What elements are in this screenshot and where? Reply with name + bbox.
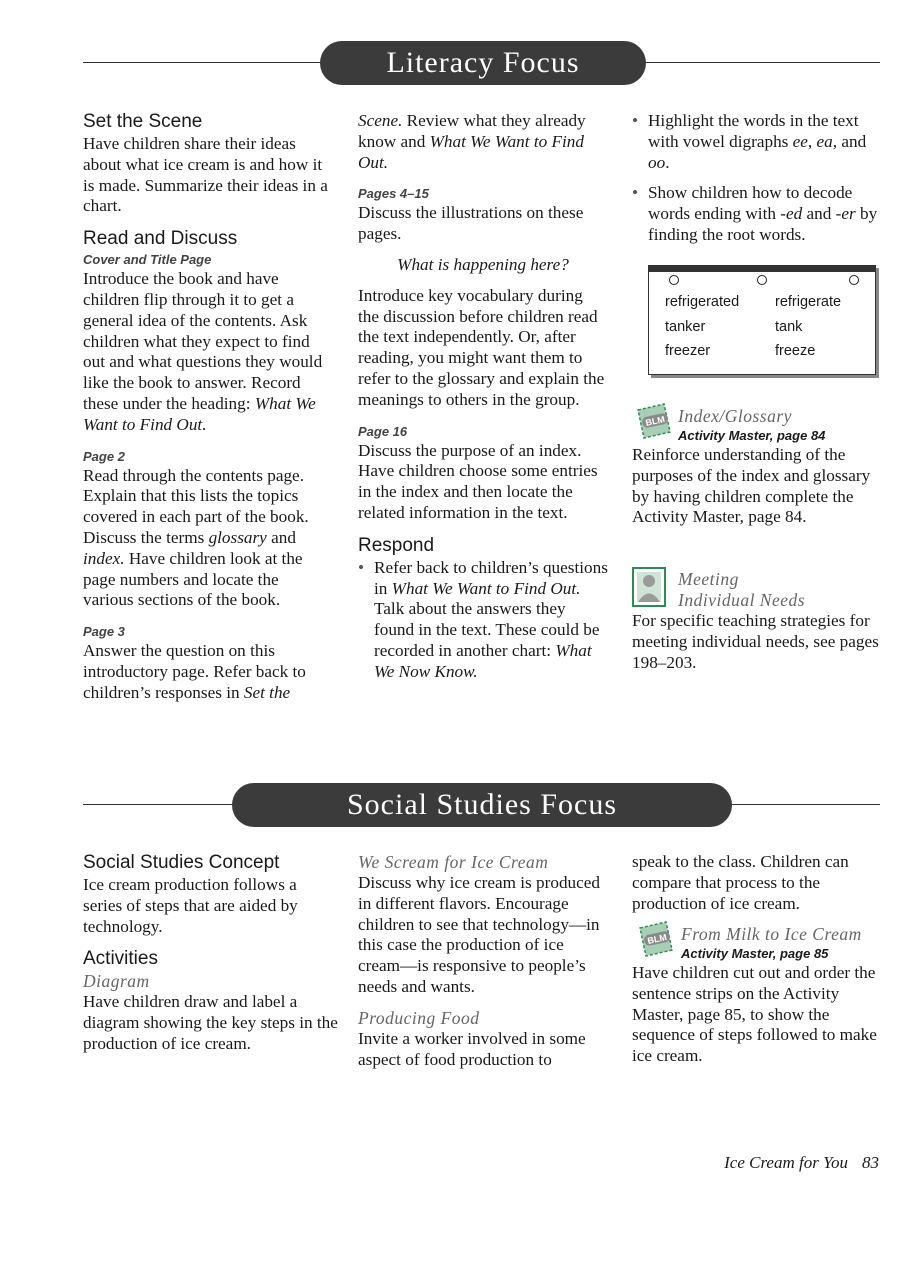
page-16-label: Page 16 bbox=[358, 423, 408, 439]
cover-title-label: Cover and Title Page bbox=[83, 252, 212, 268]
digraph-and: , and bbox=[832, 131, 867, 151]
social-rule-left bbox=[83, 804, 235, 805]
vocab-row bbox=[665, 290, 885, 315]
digraph-end: . bbox=[665, 152, 670, 172]
milk-activity-master: Activity Master, page 85 bbox=[681, 946, 829, 961]
literacy-rule-right bbox=[644, 62, 880, 63]
vocabulary-word-card bbox=[648, 265, 876, 375]
meeting-needs-text: For specific teaching strategies for meeting individual needs, see pages 198–203. bbox=[632, 611, 879, 672]
pages-4-15-text: Discuss the illustrations on these pages. bbox=[358, 203, 584, 244]
social-column-2 bbox=[358, 852, 608, 1070]
index-glossary-title: Index/Glossary bbox=[678, 406, 792, 426]
phonics-list bbox=[632, 111, 882, 246]
meeting-needs-block bbox=[632, 569, 882, 673]
phonics-item-endings bbox=[632, 183, 882, 245]
vocab-word: tanker bbox=[665, 318, 706, 335]
social-concept-text: Ice cream production follows a series of steps that are aided by technology. bbox=[83, 875, 298, 936]
social-studies-focus-banner: Social Studies Focus bbox=[232, 783, 732, 827]
cover-text-italic: What We Want to Find Out. bbox=[83, 393, 316, 434]
social-rule-right bbox=[728, 804, 880, 805]
literacy-column-1 bbox=[83, 110, 333, 704]
want-to-find-out-italic: What We Want to Find Out. bbox=[358, 131, 584, 172]
digraph-ee: ee bbox=[792, 131, 808, 151]
ending-ed: -ed bbox=[780, 204, 803, 224]
respond-text-a: Refer back to children’s questions in bbox=[374, 557, 608, 598]
producing-food-text: Invite a worker involved in some aspect of food production to bbox=[358, 1028, 586, 1069]
vocab-root: tank bbox=[775, 318, 803, 335]
endings-and: and bbox=[802, 204, 836, 224]
index-term: index. bbox=[83, 548, 125, 568]
page-footer bbox=[724, 1153, 879, 1173]
digraph-text: Highlight the words in the text with vowel digraphs bbox=[648, 111, 859, 151]
digraph-comma: , bbox=[807, 131, 817, 151]
page-3-label: Page 3 bbox=[83, 624, 125, 640]
index-activity-master: Activity Master, page 84 bbox=[678, 428, 826, 443]
index-glossary-text: Reinforce understanding of the purposes of the index and glossary by having children complete the Activity Master, page 84. bbox=[632, 445, 871, 527]
page-number: 83 bbox=[862, 1153, 879, 1172]
read-discuss-heading: Read and Discuss bbox=[83, 228, 238, 250]
phonics-item-digraphs bbox=[632, 111, 882, 173]
vocabulary-text: Introduce key vocabulary during the discussion before children read the text independently. Or, after reading, you might want them to refer to the glossary and explain the meanings to others in the group. bbox=[358, 285, 605, 409]
vocab-row bbox=[665, 315, 885, 340]
page-16-text: Discuss the purpose of an index. Have children choose some entries in the index and then locate the related information in the text. bbox=[358, 440, 598, 522]
digraph-oo: oo bbox=[648, 152, 666, 172]
respond-item bbox=[358, 558, 608, 683]
producing-food-label: Producing Food bbox=[358, 1007, 480, 1028]
meeting-title-1: Meeting bbox=[678, 569, 739, 589]
respond-text-b: Talk about the answers they found in the text. These could be recorded in another chart: bbox=[374, 599, 600, 660]
activities-heading: Activities bbox=[83, 948, 158, 970]
ring-hole-icon bbox=[849, 275, 859, 285]
endings-text: Show children how to decode words ending with bbox=[648, 183, 853, 224]
respond-list bbox=[358, 558, 608, 683]
set-scene-text: Have children share their ideas about what ice cream is and how it is made. Summarize their ideas in a chart. bbox=[83, 134, 328, 216]
vocab-word: refrigerated bbox=[665, 294, 740, 310]
vocabulary-grid bbox=[665, 290, 885, 364]
social-column-3 bbox=[632, 852, 884, 914]
respond-italic-b: What We Now Know. bbox=[374, 640, 592, 681]
page-2-text-a: Read through the contents page. Explain that this lists the topics covered in each part of the book. Discuss the terms bbox=[83, 465, 309, 547]
ring-hole-icon bbox=[669, 275, 679, 285]
producing-food-continuation: speak to the class. Children can compare that process to the production of ice cream. bbox=[632, 852, 849, 913]
diagram-text: Have children draw and label a diagram showing the key steps in the production of ice cream. bbox=[83, 992, 338, 1053]
vocab-root: refrigerate bbox=[775, 294, 842, 310]
index-glossary-block bbox=[632, 406, 882, 528]
literacy-column-3 bbox=[632, 111, 882, 246]
literacy-focus-banner: Literacy Focus bbox=[320, 41, 646, 85]
milk-ice-cream-block bbox=[632, 924, 884, 1067]
page-3-italic: Set the bbox=[243, 682, 291, 702]
blm-label: BLM bbox=[646, 932, 668, 946]
cover-text: Introduce the book and have children flip through it to get a general idea of the contents. Ask children what they expect to find out and what questions they would like the book to answer. Record these under the heading: bbox=[83, 269, 323, 413]
page-3-text bbox=[83, 641, 333, 703]
milk-ice-cream-text: Have children cut out and order the sentence strips on the Activity Master, page 85, to show the sequence of steps followed to make ice cream. bbox=[632, 963, 877, 1066]
respond-heading: Respond bbox=[358, 534, 435, 556]
scene-review-text: Review what they already know and bbox=[358, 111, 586, 151]
page-3-text-a: Answer the question on this introductory page. Refer back to children’s responses in bbox=[83, 641, 306, 702]
vocab-root: freeze bbox=[775, 343, 816, 359]
literacy-column-2 bbox=[358, 111, 608, 683]
vocab-row bbox=[665, 339, 885, 364]
digraph-ea: ea bbox=[816, 131, 833, 151]
ring-hole-icon bbox=[757, 275, 767, 285]
literacy-rule-left bbox=[83, 62, 323, 63]
scene-italic: Scene. bbox=[358, 111, 403, 130]
scream-label: We Scream for Ice Cream bbox=[358, 852, 549, 872]
respond-italic-a: What We Want to Find Out. bbox=[391, 578, 581, 598]
scene-continuation bbox=[358, 111, 608, 173]
endings-text-b: by finding the root words. bbox=[648, 204, 878, 244]
meeting-title-2: Individual Needs bbox=[678, 590, 806, 610]
footer-book-title: Ice Cream for You bbox=[724, 1153, 848, 1172]
social-concept-heading: Social Studies Concept bbox=[83, 852, 280, 873]
set-scene-heading: Set the Scene bbox=[83, 111, 203, 132]
page-2-text-b: Have children look at the page numbers and locate the various sections of the book. bbox=[83, 548, 303, 610]
scream-text: Discuss why ice cream is produced in different flavors. Encourage children to see that technology—in this case the production of ice cream—is responsive to people’s needs and wants. bbox=[358, 873, 600, 996]
social-column-1 bbox=[83, 851, 338, 1055]
blm-label: BLM bbox=[644, 414, 666, 428]
diagram-label: Diagram bbox=[83, 971, 150, 992]
cover-title-text bbox=[83, 269, 333, 435]
page-2-text bbox=[83, 466, 333, 612]
pages-4-15-label: Pages 4–15 bbox=[358, 186, 429, 202]
milk-ice-cream-title: From Milk to Ice Cream bbox=[681, 924, 862, 944]
page-2-and: and bbox=[266, 527, 296, 547]
ending-er: -er bbox=[835, 204, 856, 224]
vocab-word: freezer bbox=[665, 343, 711, 359]
discussion-question: What is happening here? bbox=[397, 254, 569, 274]
page-2-label: Page 2 bbox=[83, 448, 125, 464]
card-top-bar bbox=[649, 266, 875, 272]
glossary-term: glossary bbox=[208, 527, 267, 547]
